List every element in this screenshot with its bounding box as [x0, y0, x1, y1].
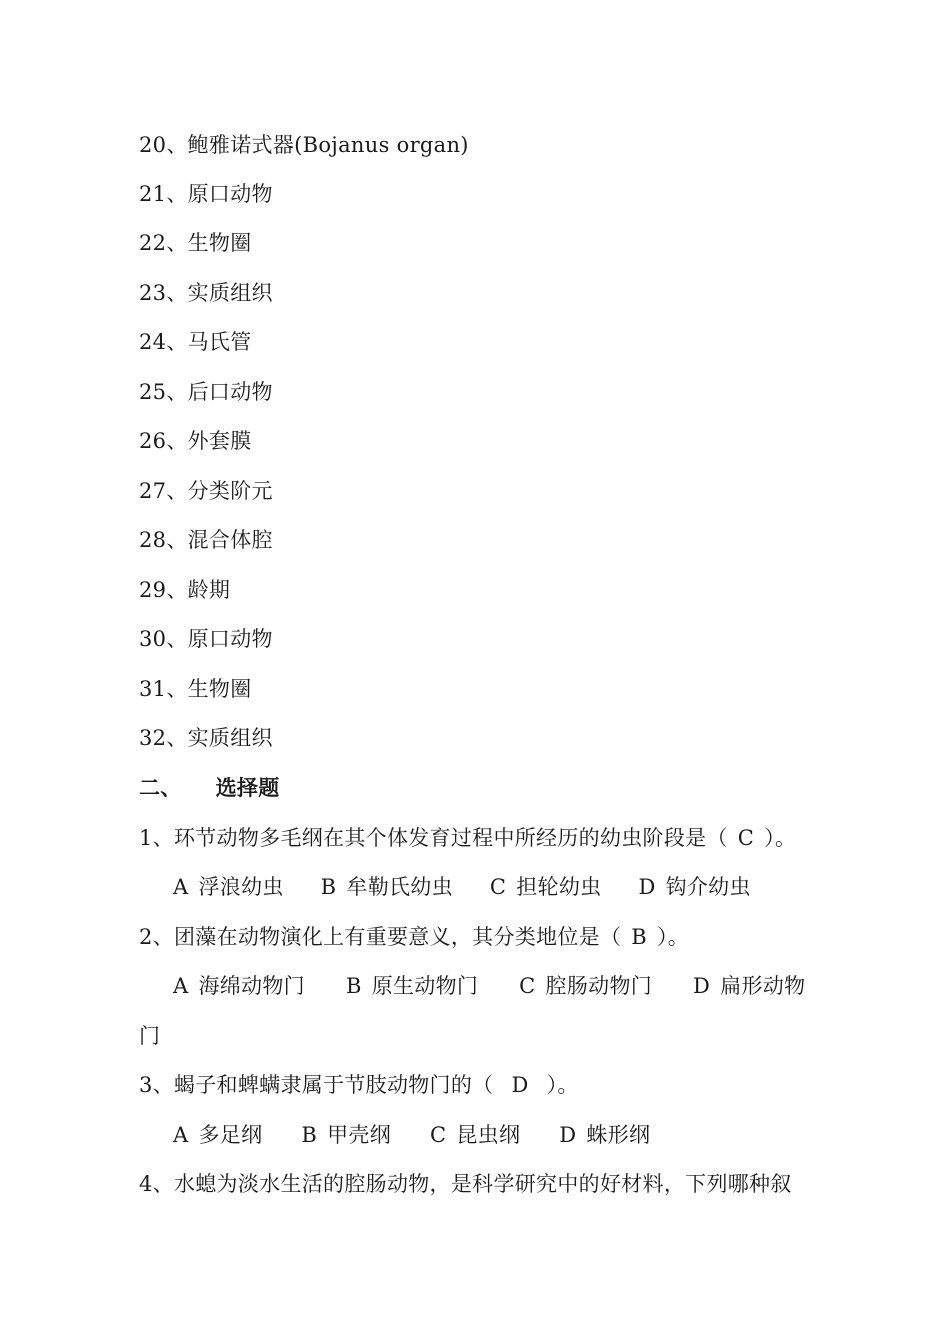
q3-option-b: B 甲壳纲	[301, 1123, 391, 1147]
term-32: 32、实质组织	[139, 726, 273, 750]
question-2-stem	[139, 923, 689, 951]
q2-option-c: C 腔肠动物门	[519, 974, 653, 998]
question-2-close: ）。	[657, 925, 690, 949]
term-24: 24、马氏管	[139, 330, 252, 354]
term-23: 23、实质组织	[139, 281, 273, 305]
question-2-answer: B	[631, 925, 647, 949]
q2-option-a: A 海绵动物门	[173, 974, 305, 998]
q1-option-b: B 牟勒氏幼虫	[320, 875, 453, 899]
q1-option-c: C 担轮幼虫	[489, 875, 602, 899]
q2-option-b: B 原生动物门	[345, 974, 479, 998]
question-3-close: ）。	[546, 1073, 579, 1097]
q3-option-d: D 蛛形纲	[559, 1123, 651, 1147]
term-20: 20、鲍雅诺式器(Bojanus organ)	[139, 133, 469, 157]
term-31: 31、生物圈	[139, 677, 252, 701]
question-1-answer: C	[737, 826, 755, 850]
term-26: 26、外套膜	[139, 429, 252, 453]
question-4-stem: 4、水螅为淡水生活的腔肠动物，是科学研究中的好材料，下列哪种叙	[139, 1172, 792, 1196]
term-21: 21、原口动物	[139, 182, 273, 206]
question-1-close: ）。	[764, 826, 797, 850]
term-27: 27、分类阶元	[139, 479, 273, 503]
question-2-options	[173, 972, 805, 1000]
question-3-text: 3、蝎子和蜱螨隶属于节肢动物门的（	[139, 1073, 494, 1097]
term-29: 29、龄期	[139, 578, 231, 602]
term-28: 28、混合体腔	[139, 528, 273, 552]
section-number: 二、	[139, 775, 182, 800]
term-30: 30、原口动物	[139, 627, 273, 651]
q1-option-a: A 浮浪幼虫	[173, 875, 284, 899]
question-1-text: 1、环节动物多毛纲在其个体发育过程中所经历的幼虫阶段是（	[139, 826, 728, 850]
q3-option-a: A 多足纲	[173, 1123, 263, 1147]
section-heading	[139, 774, 280, 802]
question-2-options-wrap: 门	[139, 1024, 161, 1048]
q1-option-d: D 钩介幼虫	[638, 875, 751, 899]
question-1-stem	[139, 824, 796, 852]
question-3-answer: D	[511, 1073, 529, 1097]
question-3-options	[173, 1121, 650, 1149]
q2-option-d: D 扁形动物	[693, 974, 806, 998]
q3-option-c: C 昆虫纲	[429, 1123, 521, 1147]
section-title: 选择题	[215, 775, 280, 800]
question-3-stem	[139, 1071, 579, 1099]
term-22: 22、生物圈	[139, 231, 252, 255]
term-25: 25、后口动物	[139, 380, 273, 404]
question-2-text: 2、团藻在动物演化上有重要意义，其分类地位是（	[139, 925, 622, 949]
question-1-options	[173, 873, 751, 901]
